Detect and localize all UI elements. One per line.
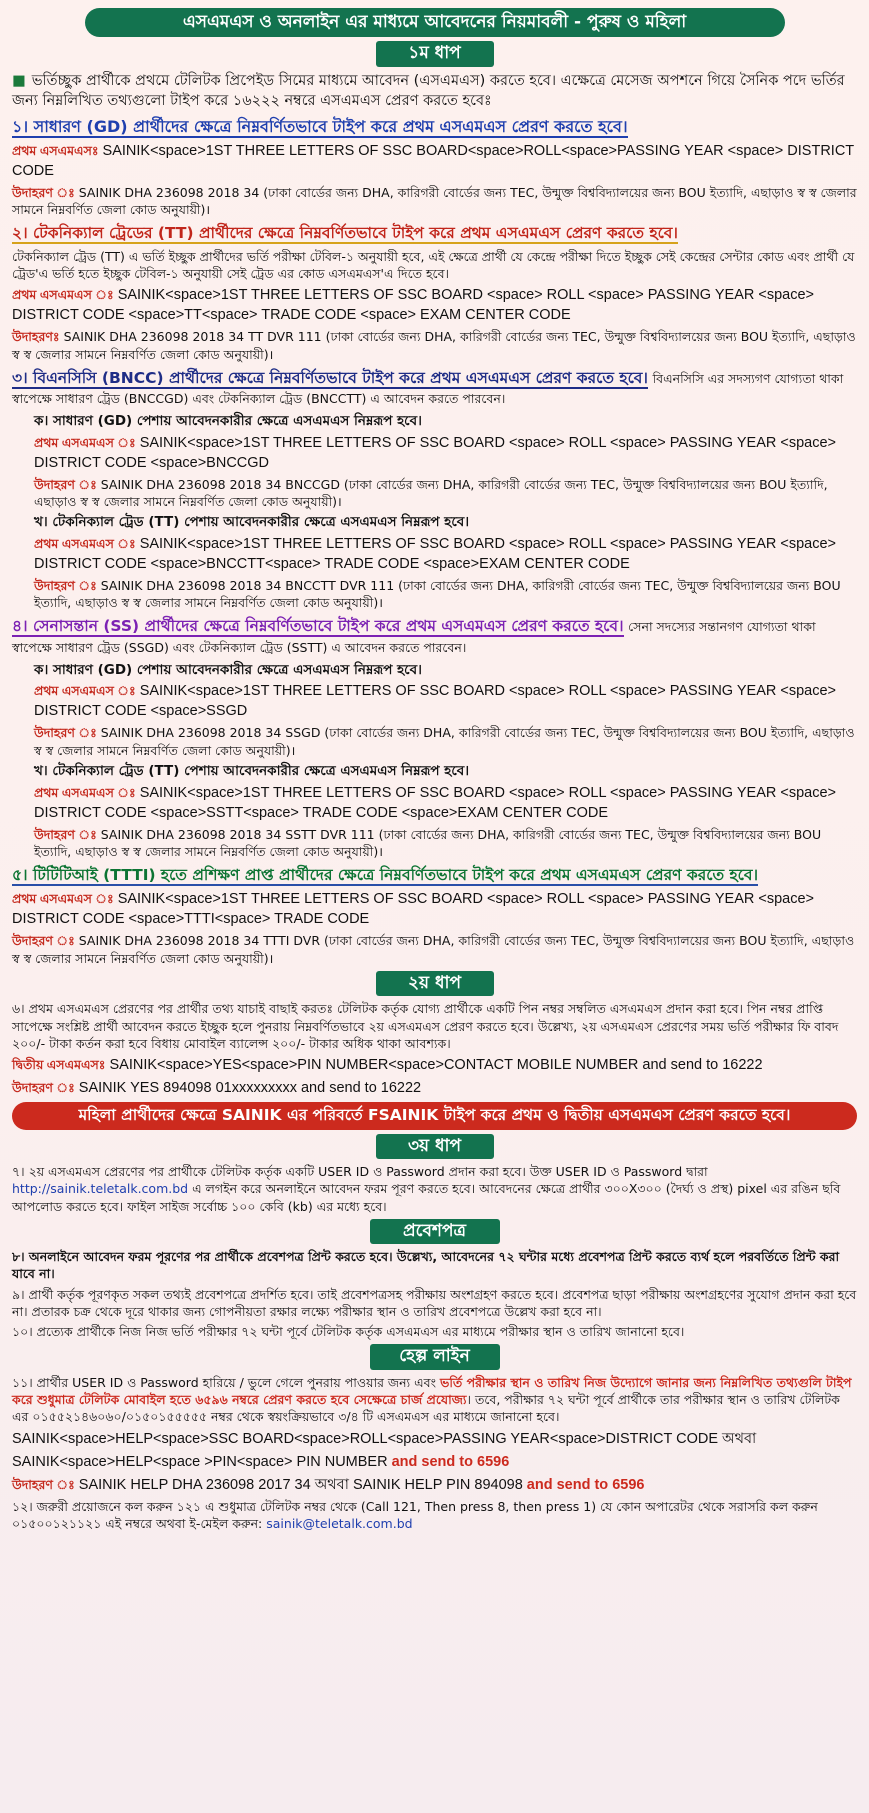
female-notice: মহিলা প্রার্থীদের ক্ষেত্রে SAINIK এর পরিবর্তে FSAINIK টাইপ করে প্রথম ও দ্বিতীয় এসএমএস প্রেরণ করতে হবে।: [12, 1102, 857, 1129]
section-ss-tt-head: খ। টেকনিক্যাল ট্রেড (TT) পেশায় আবেদনকারীর ক্ষেত্রে এসএমএস নিম্নরূপ হবে।: [34, 762, 470, 779]
step2-example: উদাহরণ ঃ SAINIK YES 894098 01xxxxxxxxx and send to 16222: [12, 1080, 422, 1097]
admit-p9: ৯। প্রার্থী কর্তৃক পূরণকৃত সকল তথ্যই প্রবেশপত্রে প্রদর্শিত হবে। তাই প্রবেশপত্রসহ পরীক্ষায় অংশগ্রহণ করতে হবে। প্রবেশপত্র ছাড়া পরীক্ষায় অংশগ্রহণের সুযোগ প্রদান করা হবে না। প্রতারক চক্র থেকে দূরে থাকার জন্য গোপনীয়তা রক্ষার লক্ষ্যে পরীক্ষার স্থান ও তারিখ প্রবেশপত্রে উল্লেখ করা হবে না।: [12, 1286, 857, 1319]
section-ss-heading: ৪। সেনাসন্তান (SS) প্রার্থীদের ক্ষেত্রে নিম্নবর্ণিতভাবে টাইপ করে প্রথম এসএমএস প্রেরণ করতে হবে।: [12, 617, 624, 636]
section-bncc-tt-sms: প্রথম এসএমএস ঃ SAINIK<space>1ST THREE LETTERS OF SSC BOARD <space> ROLL <space> PASSING YEAR <space> DISTRICT CODE <space>BNCCTT<space> TRADE CODE <space>EXAM CENTER CODE: [34, 535, 836, 572]
email-link[interactable]: sainik@teletalk.com.bd: [266, 1515, 413, 1531]
admit-title: প্রবেশপত্র: [370, 1219, 500, 1244]
section-bncc-tt-example: উদাহরণ ঃ SAINIK DHA 236098 2018 34 BNCCTT DVR 111 (ঢাকা বোর্ডের জন্য DHA, কারিগরী বোর্ডের জন্য TEC, উন্মুক্ত বিশ্ববিদ্যালয়ের জন্য BOU ইত্যাদি, এছাড়াও স্ব স্ব জেলার সামনে নিম্নবর্ণিত জেলা কোড অনুযায়ী)।: [34, 577, 841, 611]
section-tt-example: উদাহরণঃ SAINIK DHA 236098 2018 34 TT DVR 111 (ঢাকা বোর্ডের জন্য DHA, কারিগরী বোর্ডের জন্য TEC, উন্মুক্ত বিশ্ববিদ্যালয়ের জন্য BOU ইত্যাদি, এছাড়াও স্ব স্ব জেলার সামনে নিম্নবর্ণিত জেলা কোড অনুযায়ী)।: [12, 329, 856, 362]
step1-title: ১ম ধাপ: [376, 41, 494, 66]
section-gd: [12, 116, 857, 219]
section-ss: ৪। সেনাসন্তান (SS) প্রার্থীদের ক্ষেত্রে নিম্নবর্ণিতভাবে টাইপ করে প্রথম এসএমএস প্রেরণ করতে হবে। সেনা সদস্যের সন্তানগণ যোগ্যতা থাকা স্বাপেক্ষে সাধারণ ট্রেড (SSGD) এবং টেকনিক্যাল ট্রেড (SSTT) এ আবেদন করতে পারবেন। ক। সাধারণ (GD) পেশায় আবেদনকারীর ক্ষেত্রে এসএমএস নিম্নরূপ হবে। প্রথম এসএমএস ঃ SAINIK<space>1ST THREE LETTERS OF SSC BOARD <space> ROLL <space> PASSING YEAR <space> DISTRICT CODE <space>SSGD উদাহরণ ঃ SAINIK DHA 236098 2018 34 SSGD (ঢাকা বোর্ডের জন্য DHA, কারিগরী বোর্ডের জন্য TEC, উন্মুক্ত বিশ্ববিদ্যালয়ের জন্য BOU ইত্যাদি, এছাড়াও স্ব স্ব জেলার সামনে নিম্নবর্ণিত জেলা কোড অনুযায়ী)। খ। টেকনিক্যাল ট্রেড (TT) পেশায় আবেদনকারীর ক্ষেত্রে এসএমএস নিম্নরূপ হবে। প্রথম এসএমএস ঃ SAINIK<space>1ST THREE LETTERS OF SSC BOARD <space> ROLL <space> PASSING YEAR <space> DISTRICT CODE <space>SSTT<space> TRADE CODE <space>EXAM CENTER CODE উদাহরণ ঃ SAINIK DHA 236098 2018 34 SSTT DVR 111 (ঢাকা বোর্ডের জন্য DHA, কারিগরী বোর্ডের জন্য TEC, উন্মুক্ত বিশ্ববিদ্যালয়ের জন্য BOU ইত্যাদি, এছাড়াও স্ব স্ব জেলার সামনে নিম্নবর্ণিত জেলা কোড অনুযায়ী)।: [12, 616, 857, 860]
section-bncc-gd-head: ক। সাধারণ (GD) পেশায় আবেদনকারীর ক্ষেত্রে এসএমএস নিম্নরূপ হবে।: [34, 413, 422, 430]
help-title: হেল্প লাইন: [370, 1344, 500, 1369]
section-ttti-sms: প্রথম এসএমএস ঃ SAINIK<space>1ST THREE LETTERS OF SSC BOARD <space> ROLL <space> PASSING YEAR <space> DISTRICT CODE <space>TTTI<space> TRADE CODE: [12, 891, 814, 928]
step1-intro: ■ ভর্তিচ্ছুক প্রার্থীকে প্রথমে টেলিটক প্রিপেইড সিমের মাধ্যমে আবেদন (এসএমএস) করতে হবে। এক্ষেত্রে মেসেজ অপশনে গিয়ে সৈনিক পদে ভর্তির জন্য নিম্নলিখিত তথ্যগুলো টাইপ করে ১৬২২২ নম্বরে এসএমএস প্রেরণ করতে হবেঃ: [12, 72, 845, 109]
section-tt-sms: প্রথম এসএমএস ঃ SAINIK<space>1ST THREE LETTERS OF SSC BOARD <space> ROLL <space> PASSING YEAR <space> DISTRICT CODE <space>TT<space> TRADE CODE <space> EXAM CENTER CODE: [12, 287, 814, 324]
section-ss-gd-head: ক। সাধারণ (GD) পেশায় আবেদনকারীর ক্ষেত্রে এসএমএস নিম্নরূপ হবে।: [34, 661, 422, 678]
section-gd-sms: প্রথম এসএমএসঃ SAINIK<space>1ST THREE LETTERS OF SSC BOARD<space>ROLL<space>PASSING YEAR <space> DISTRICT CODE: [12, 142, 854, 179]
help-line2: SAINIK<space>HELP<space >PIN<space> PIN NUMBER and send to 6596: [12, 1453, 510, 1470]
help-p12: ১২। জরুরী প্রয়োজনে কল করুন ১২১ এ শুধুমাত্র টেলিটক নম্বর থেকে (Call 121, Then press 8, then press 1) যে কোন অপারেটর থেকে সরাসরি কল করুন ০১৫০০১২১১২১ এই নম্বরে অথবা ই-মেইল করুন: sainik@teletalk.com.bd: [12, 1498, 818, 1531]
section-ss-tt-sms: প্রথম এসএমএস ঃ SAINIK<space>1ST THREE LETTERS OF SSC BOARD <space> ROLL <space> PASSING YEAR <space> DISTRICT CODE <space>SSTT<space> TRADE CODE <space>EXAM CENTER CODE: [34, 784, 836, 821]
step2-p6: ৬। প্রথম এসএমএস প্রেরণের পর প্রার্থীর তথ্য যাচাই বাছাই করতঃ টেলিটক কর্তৃক যোগ্য প্রার্থীকে একটি পিন নম্বর সম্বলিত এসএমএস প্রদান করা হবে। পিন নম্বর প্রাপ্তি সাপেক্ষে সংশ্লিষ্ট প্রার্থী আবেদন করতে ইচ্ছুক হলে পুনরায় নিম্নবর্ণিতভাবে ২য় এসএমএস প্রেরণ করতে হবে। উল্লেখ্য, ২য় এসএমএস প্রেরণের সময় ভর্তি পরীক্ষার ফি বাবদ ২০০/- টাকা কর্তন করা হবে বিধায় মোবাইল ব্যালেন্স ২০০/- টাকার অধিক থাকা আবশ্যক।: [12, 1001, 839, 1051]
section-tt-note: টেকনিক্যাল ট্রেড (TT) এ ভর্তি ইচ্ছুক প্রার্থীদের ভর্তি পরীক্ষা টেবিল-১ অনুযায়ী হবে, এই ক্ষেত্রে প্রার্থী যে কেন্দ্রে পরীক্ষা দিতে ইচ্ছুক সেই কেন্দ্রের সেন্টার কোড এবং প্রার্থী যে ট্রেড'এ ভর্তি হতে ইচ্ছুক টেবিল-১ অনুযায়ী সেই ট্রেড এর কোড এসএমএস'এ দিতে হবে।: [12, 248, 855, 282]
section-ss-gd-sms: প্রথম এসএমএস ঃ SAINIK<space>1ST THREE LETTERS OF SSC BOARD <space> ROLL <space> PASSING YEAR <space> DISTRICT CODE <space>SSGD: [34, 683, 836, 720]
step3-title: ৩য় ধাপ: [376, 1134, 494, 1159]
section-bncc-heading: ৩। বিএনসিসি (BNCC) প্রার্থীদের ক্ষেত্রে নিম্নবর্ণিতভাবে টাইপ করে প্রথম এসএমএস প্রেরণ করতে হবে।: [12, 368, 648, 387]
section-tt: [12, 223, 857, 362]
section-bncc-tt-head: খ। টেকনিক্যাল ট্রেড (TT) পেশায় আবেদনকারীর ক্ষেত্রে এসএমএস নিম্নরূপ হবে।: [34, 514, 470, 531]
step2-sms: দ্বিতীয় এসএমএসঃ SAINIK<space>YES<space>PIN NUMBER<space>CONTACT MOBILE NUMBER and send to 16222: [12, 1057, 763, 1074]
sainik-link[interactable]: http://sainik.teletalk.com.bd: [12, 1181, 189, 1197]
step2-title: ২য় ধাপ: [376, 971, 494, 996]
admit-p10: ১০। প্রত্যেক প্রার্থীকে নিজ নিজ ভর্তি পরীক্ষার ৭২ ঘন্টা পূর্বে টেলিটক কর্তৃক এসএমএস এর মাধ্যমে পরীক্ষার স্থান ও তারিখ জানানো হবে।: [12, 1324, 685, 1340]
page-title: এসএমএস ও অনলাইন এর মাধ্যমে আবেদনের নিয়মাবলী - পুরুষ ও মহিলা: [85, 8, 785, 37]
section-gd-heading: ১। সাধারণ (GD) প্রার্থীদের ক্ষেত্রে নিম্নবর্ণিতভাবে টাইপ করে প্রথম এসএমএস প্রেরণ করতে হবে।: [12, 116, 628, 136]
section-tt-heading: ২। টেকনিক্যাল ট্রেডের (TT) প্রার্থীদের ক্ষেত্রে নিম্নবর্ণিতভাবে টাইপ করে প্রথম এসএমএস প্রেরণ করতে হবে।: [12, 224, 678, 243]
section-bncc-gd-example: উদাহরণ ঃ SAINIK DHA 236098 2018 34 BNCCGD (ঢাকা বোর্ডের জন্য DHA, কারিগরী বোর্ডের জন্য TEC, উন্মুক্ত বিশ্ববিদ্যালয়ের জন্য BOU ইত্যাদি, এছাড়াও স্ব স্ব জেলার সামনে নিম্নবর্ণিত জেলা কোড অনুযায়ী)।: [34, 476, 828, 510]
step3-p7: ৭। ২য় এসএমএস প্রেরণের পর প্রার্থীকে টেলিটক কর্তৃক একটি USER ID ও Password প্রদান করা হবে। উক্ত USER ID ও Password দ্বারা http://sainik.teletalk.com.bd এ লগইন করে অনলাইনে আবেদন ফরম পূরণ করতে হবে। আবেদনের ক্ষেত্রে প্রার্থীর ৩০০X৩০০ (দৈর্ঘ্য ও প্রস্থ) pixel এর রঙিন ছবি আপলোড করতে হবে। ফাইল সাইজ সর্বোচ্চ ১০০ কেবি (kb) এর মধ্যে হবে।: [12, 1164, 841, 1214]
section-gd-example: উদাহরণ ঃ SAINIK DHA 236098 2018 34 (ঢাকা বোর্ডের জন্য DHA, কারিগরী বোর্ডের জন্য TEC, উন্মুক্ত বিশ্ববিদ্যালয়ের জন্য BOU ইত্যাদি, এছাড়াও স্ব স্ব জেলার সামনে নিম্নবর্ণিত জেলা কোড অনুযায়ী)।: [12, 184, 857, 218]
section-ttti: [12, 865, 857, 967]
help-line1: SAINIK<space>HELP<space>SSC BOARD<space>ROLL<space>PASSING YEAR<space>DISTRICT CODE অথবা: [12, 1430, 757, 1447]
help-p11: ১১। প্রার্থীর USER ID ও Password হারিয়ে / ভুলে গেলে পুনরায় পাওয়ার জন্য এবং ভর্তি পরীক্ষার স্থান ও তারিখ নিজ উদ্যোগে জানার জন্য নিম্নলিখিত তথ্যগুলি টাইপ করে শুধুমাত্র টেলিটক মোবাইল হতে ৬৫৯৬ নম্বরে প্রেরণ করতে হবে সেক্ষেত্রে চার্জ প্রযোজ্য। তবে, পরীক্ষার ৭২ ঘন্টা পূর্বে প্রার্থীকে তার পরীক্ষার স্থান ও তারিখ টেলিটক এর ০১৫৫২১৪৬০৬০/০১৫০১৫৫৫৫৫ নম্বর থেকে স্বয়ংক্রিয়ভাবে ৩/৪ টি এসএমএস এর মাধ্যমে জানানো হবে।: [12, 1374, 852, 1425]
section-ss-tt-example: উদাহরণ ঃ SAINIK DHA 236098 2018 34 SSTT DVR 111 (ঢাকা বোর্ডের জন্য DHA, কারিগরী বোর্ডের জন্য TEC, উন্মুক্ত বিশ্ববিদ্যালয়ের জন্য BOU ইত্যাদি, এছাড়াও স্ব স্ব জেলার সামনে নিম্নবর্ণিত জেলা কোড অনুযায়ী)।: [34, 826, 822, 859]
admit-p8: ৮। অনলাইনে আবেদন ফরম পূরণের পর প্রার্থীকে প্রবেশপত্র প্রিন্ট করতে হবে। উল্লেখ্য, আবেদনের ৭২ ঘন্টার মধ্যে প্রবেশপত্র প্রিন্ট করতে ব্যর্থ হলে পরবর্তিতে প্রিন্ট করা যাবে না।: [12, 1249, 840, 1282]
section-ss-gd-example: উদাহরণ ঃ SAINIK DHA 236098 2018 34 SSGD (ঢাকা বোর্ডের জন্য DHA, কারিগরী বোর্ডের জন্য TEC, উন্মুক্ত বিশ্ববিদ্যালয়ের জন্য BOU ইত্যাদি, এছাড়াও স্ব স্ব জেলার সামনে নিম্নবর্ণিত জেলা কোড অনুযায়ী)।: [34, 725, 855, 758]
section-ttti-heading: ৫। টিটিটিআই (TTTI) হতে প্রশিক্ষণ প্রাপ্ত প্রার্থীদের ক্ষেত্রে নিম্নবর্ণিতভাবে টাইপ করে প্রথম এসএমএস প্রেরণ করতে হবে।: [12, 866, 759, 885]
section-ttti-example: উদাহরণ ঃ SAINIK DHA 236098 2018 34 TTTI DVR (ঢাকা বোর্ডের জন্য DHA, কারিগরী বোর্ডের জন্য TEC, উন্মুক্ত বিশ্ববিদ্যালয়ের জন্য BOU ইত্যাদি, এছাড়াও স্ব স্ব জেলার সামনে নিম্নবর্ণিত জেলা কোড অনুযায়ী)।: [12, 933, 855, 966]
help-example: উদাহরণ ঃ SAINIK HELP DHA 236098 2017 34 অথবা SAINIK HELP PIN 894098 and send to 6596: [12, 1476, 645, 1493]
section-bncc: ৩। বিএনসিসি (BNCC) প্রার্থীদের ক্ষেত্রে নিম্নবর্ণিতভাবে টাইপ করে প্রথম এসএমএস প্রেরণ করতে হবে। বিএনসিসি এর সদস্যগণ যোগ্যতা থাকা স্বাপেক্ষে সাধারণ ট্রেড (BNCCGD) এবং টেকনিক্যাল ট্রেড (BNCCTT) এ আবেদন করতে পারবেন। ক। সাধারণ (GD) পেশায় আবেদনকারীর ক্ষেত্রে এসএমএস নিম্নরূপ হবে। প্রথম এসএমএস ঃ SAINIK<space>1ST THREE LETTERS OF SSC BOARD <space> ROLL <space> PASSING YEAR <space> DISTRICT CODE <space>BNCCGD উদাহরণ ঃ SAINIK DHA 236098 2018 34 BNCCGD (ঢাকা বোর্ডের জন্য DHA, কারিগরী বোর্ডের জন্য TEC, উন্মুক্ত বিশ্ববিদ্যালয়ের জন্য BOU ইত্যাদি, এছাড়াও স্ব স্ব জেলার সামনে নিম্নবর্ণিত জেলা কোড অনুযায়ী)। খ। টেকনিক্যাল ট্রেড (TT) পেশায় আবেদনকারীর ক্ষেত্রে এসএমএস নিম্নরূপ হবে। প্রথম এসএমএস ঃ SAINIK<space>1ST THREE LETTERS OF SSC BOARD <space> ROLL <space> PASSING YEAR <space> DISTRICT CODE <space>BNCCTT<space> TRADE CODE <space>EXAM CENTER CODE উদাহরণ ঃ SAINIK DHA 236098 2018 34 BNCCTT DVR 111 (ঢাকা বোর্ডের জন্য DHA, কারিগরী বোর্ডের জন্য TEC, উন্মুক্ত বিশ্ববিদ্যালয়ের জন্য BOU ইত্যাদি, এছাড়াও স্ব স্ব জেলার সামনে নিম্নবর্ণিত জেলা কোড অনুযায়ী)।: [12, 368, 857, 612]
bullet-icon: ■: [12, 72, 26, 89]
section-bncc-gd-sms: প্রথম এসএমএস ঃ SAINIK<space>1ST THREE LETTERS OF SSC BOARD <space> ROLL <space> PASSING YEAR <space> DISTRICT CODE <space>BNCCGD: [34, 434, 836, 471]
